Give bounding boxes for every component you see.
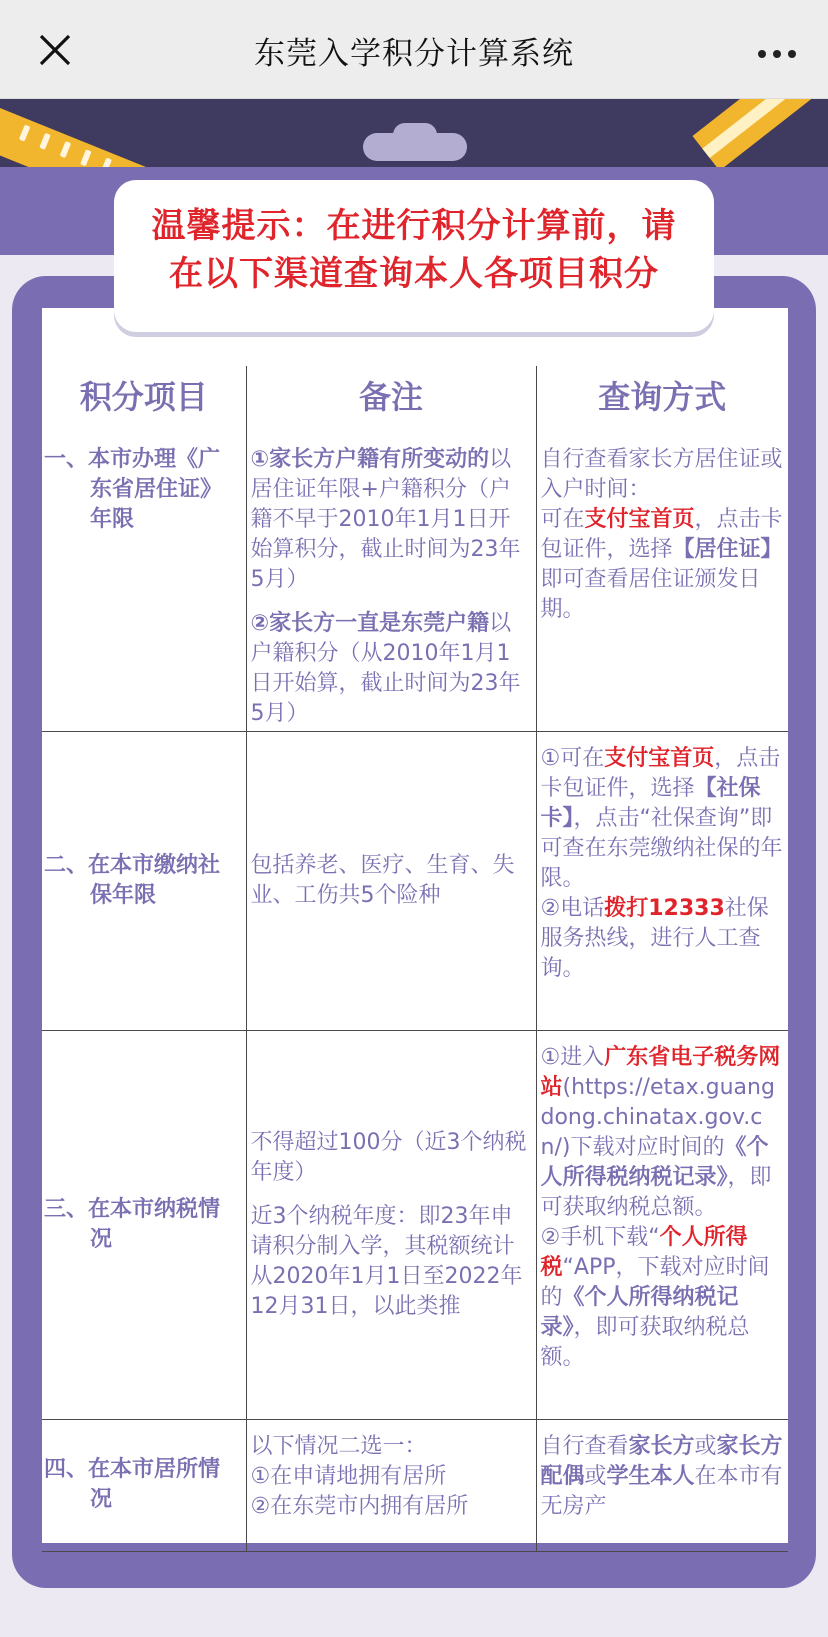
nav-bar [0,0,828,99]
query-text: 社保服务热线，进行人工查询。 [540,895,769,981]
tip-box [114,180,714,332]
query-text: ②手机下载“ [540,1224,660,1250]
query-text: ①可在 [540,745,605,771]
highlight-text: 【社保卡】 [540,775,761,831]
item-cell: 一、本市办理《广东省居住证》年限 [44,447,223,532]
query-text: 即可查看居住证颁发日期。 [540,567,761,622]
query-text: “APP，下载对应时间的 [540,1254,770,1310]
table-row [42,1030,788,1419]
item-cell: 四、在本市居所情况 [42,1419,246,1551]
header-note: 备注 [246,366,536,445]
note-text: 以居住证年限+户籍积分（户籍不早于2010年1月1日开始算积分，截止时间为23年5月） [250,447,521,592]
query-text: ，即可获取纳税总额。 [540,1314,750,1370]
query-text: ，点击“社保查询”即可查在东莞缴纳社保的年限。 [540,805,783,891]
query-text: ，点击卡包证件，选择 [540,507,783,562]
more-icon[interactable] [758,50,798,60]
highlight-text: 广东省电子税务网站 [540,1044,781,1100]
note-text: 近3个纳税年度：即23年申请积分制入学，其税额统计从2020年1月1日至2022年12月31日，以此类推 [250,1203,523,1319]
header-query: 查询方式 [536,366,788,445]
points-table [42,366,788,1552]
note-text: 不得超过100分（近3个纳税年度） [250,1129,527,1185]
highlight-text: 家长方配偶 [540,1433,783,1489]
query-link[interactable]: (https://etax.guangdong.chinatax.gov.cn/)下载对应时间的 [540,1074,775,1160]
highlight-text: 《个人所得纳税记录》 [540,1284,739,1340]
query-text: 在本市有无房产 [540,1463,783,1519]
query-cell [536,445,788,731]
query-text: ，点击卡包证件，选择 [540,745,781,801]
highlight-text: 支付宝首页 [604,745,715,771]
highlight-text: 支付宝首页 [584,507,695,532]
table-row [42,731,788,1030]
highlight-text: 《个人所得税纳税记录》 [540,1134,769,1190]
item-cell: 二、在本市缴纳社保年限 [42,731,246,1030]
note-text: ②在东莞市内拥有居所 [250,1493,469,1519]
note-text: ①家长方户籍有所变动的 [250,447,490,472]
clip-decoration [363,133,467,161]
query-text: 自行查看 [540,1433,629,1459]
query-text: ②电话 [540,895,605,921]
tip-line-2: 在以下渠道查询本人各项目积分 [169,254,659,294]
item-cell: 三、在本市纳税情况 [42,1030,246,1419]
query-cell [536,731,788,1030]
ruler-decoration [0,104,148,167]
header-item: 积分项目 [79,378,208,416]
note-cell [246,1030,536,1419]
note-text: ②家长方一直是东莞户籍 [250,611,490,636]
highlight-text: 个人所得税 [540,1224,748,1280]
query-text: 自行查看家长方居住证或入户时间： [540,447,783,502]
query-text: 或 [694,1433,717,1459]
note-cell: 包括养老、医疗、生育、失业、工伤共5个险种 [246,731,536,1030]
query-cell [536,1030,788,1419]
table-header-row [42,366,788,445]
query-cell [536,1419,788,1551]
pencil-decoration [692,99,828,167]
note-text: 以下情况二选一： [250,1433,427,1459]
highlight-text: 拨打12333 [604,895,725,921]
table-row [42,445,788,731]
tip-line-1: 温馨提示：在进行积分计算前，请 [151,206,677,246]
note-text: 以户籍积分（从2010年1月1日开始算，截止时间为23年5月） [250,611,521,726]
note-cell [246,1419,536,1551]
table-row [42,1419,788,1551]
query-text: 或 [584,1463,607,1489]
highlight-text: 学生本人 [606,1463,695,1489]
query-text: ①进入 [540,1044,605,1070]
note-text: ①在申请地拥有居所 [250,1463,447,1489]
note-cell [246,445,536,731]
highlight-text: 家长方 [628,1433,695,1459]
query-text: 可在 [540,507,585,532]
query-text: ，即可获取纳税总额。 [540,1164,772,1220]
highlight-text: 【居住证】 [672,537,783,562]
page-title: 东莞入学积分计算系统 [254,36,574,72]
